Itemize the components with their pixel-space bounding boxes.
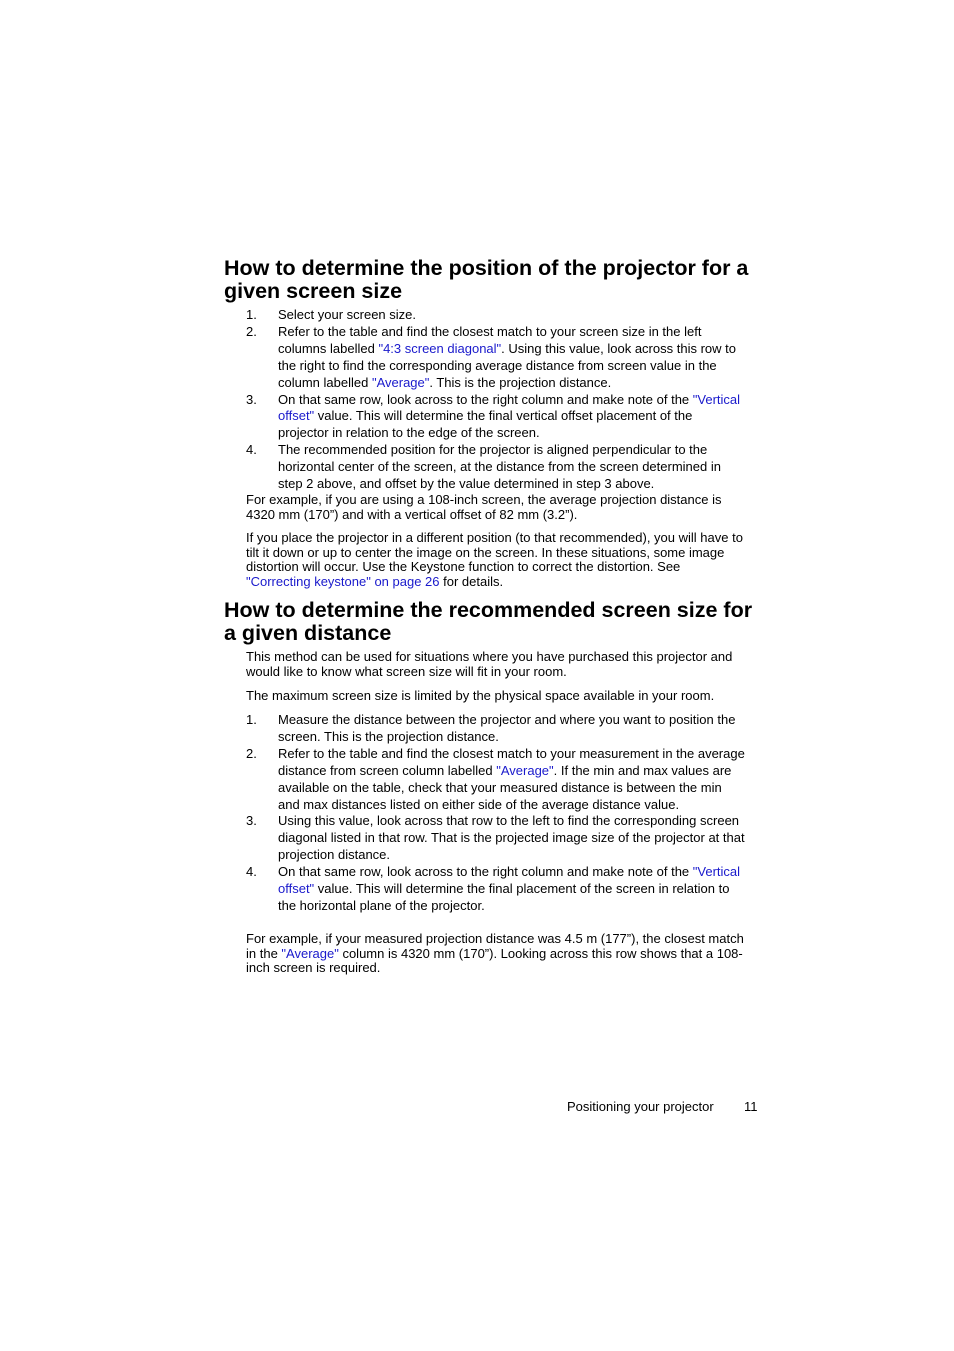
text-run: for details.: [439, 573, 504, 589]
text-run: On that same row, look across to the right column and make note of the: [278, 864, 693, 880]
text-run: . This is the projection distance.: [429, 374, 612, 390]
paragraph-example-screen-size: [246, 932, 746, 976]
list-item-number: 4.: [246, 864, 257, 880]
list-item-number: 2.: [246, 745, 257, 761]
text-run: For example, if your measured projection distance was 4.5 m (177”), the closest match in the: [246, 931, 744, 961]
text-run: For example, if you are using a 108-inch screen, the average projection distance is 4320 mm (170”) and with a vertical offset of 82 mm (3.2”).: [246, 492, 722, 522]
steps-list-position: [246, 307, 746, 493]
list-item-number: 3.: [246, 813, 257, 829]
section-heading-screen-size: How to determine the recommended screen size for a given distance: [224, 598, 753, 645]
text-run: value. This will determine the final vertical offset placement of the projector in relation to the edge of the screen.: [278, 408, 693, 441]
text-run: Select your screen size.: [278, 307, 417, 322]
cross-reference-link[interactable]: "Average": [281, 945, 339, 961]
text-run: value. This will determine the final placement of the screen in relation to the horizontal plane of the projector.: [278, 881, 730, 913]
steps-list-screen-size: [246, 712, 746, 915]
text-run: . Using this value, look across this row to the right to find the corresponding average distance from screen value in the column labelled: [278, 340, 736, 390]
text-run: Using this value, look across that row to the left to find the corresponding screen diagonal listed in that row. That is the projected image size of the projector at that projection distance.: [278, 813, 745, 863]
list-item: [246, 712, 746, 746]
list-item: [246, 746, 746, 814]
list-item: [246, 864, 746, 915]
text-run: Measure the distance between the projector and where you want to position the screen. This is the projection distance.: [278, 712, 736, 744]
cross-reference-link[interactable]: "Correcting keystone" on page 26: [246, 573, 440, 589]
list-item: [246, 442, 746, 493]
list-item-number: 2.: [246, 323, 257, 339]
paragraph-tilt-keystone: [246, 531, 746, 589]
page-number: 11: [744, 1099, 758, 1114]
cross-reference-link[interactable]: "Vertical offset": [278, 864, 741, 897]
list-item: [246, 813, 746, 864]
paragraph-intro-screen-size: [246, 650, 746, 679]
cross-reference-link[interactable]: "Average": [496, 762, 554, 778]
list-item-number: 3.: [246, 391, 257, 407]
list-item-number: 1.: [246, 307, 257, 322]
list-item-number: 1.: [246, 712, 257, 727]
list-item-number: 4.: [246, 442, 257, 458]
text-run: The maximum screen size is limited by the physical space available in your room.: [246, 688, 715, 703]
text-run: Refer to the table and find the closest match to your measurement in the average distance from screen column labelled: [278, 745, 745, 778]
text-run: column is 4320 mm (170”). Looking across this row shows that a 108-inch screen is required.: [246, 945, 743, 976]
text-run: This method can be used for situations where you have purchased this projector and would like to know what screen size will fit in your room.: [246, 649, 733, 679]
paragraph-example-position: [246, 493, 746, 522]
cross-reference-link[interactable]: "4:3 screen diagonal": [378, 340, 502, 356]
paragraph-max-screen-size: [246, 689, 746, 704]
text-run: If you place the projector in a different position (to that recommended), you will have to tilt it down or up to center the image on the screen. In these situations, some image distortion will occur. Use the Keystone function to correct the distortion. See: [246, 530, 743, 575]
section-heading-position: How to determine the position of the projector for a given screen size: [224, 256, 749, 303]
list-item: [246, 324, 746, 392]
text-run: . If the min and max values are available on the table, check that your measured distance is between the min and max distances listed on either side of the average distance value.: [278, 762, 732, 812]
footer-section-title: Positioning your projector: [567, 1099, 714, 1114]
list-item: [246, 307, 746, 324]
cross-reference-link[interactable]: "Vertical offset": [278, 391, 741, 424]
text-run: The recommended position for the projector is aligned perpendicular to the horizontal center of the screen, at the distance from the screen determined in step 2 above, and offset by the value determined in step 3 above.: [278, 442, 721, 492]
cross-reference-link[interactable]: "Average": [371, 374, 430, 390]
text-run: On that same row, look across to the right column and make note of the: [278, 391, 693, 407]
text-run: Refer to the table and find the closest match to your screen size in the left columns labelled: [278, 323, 702, 356]
list-item: [246, 392, 746, 443]
